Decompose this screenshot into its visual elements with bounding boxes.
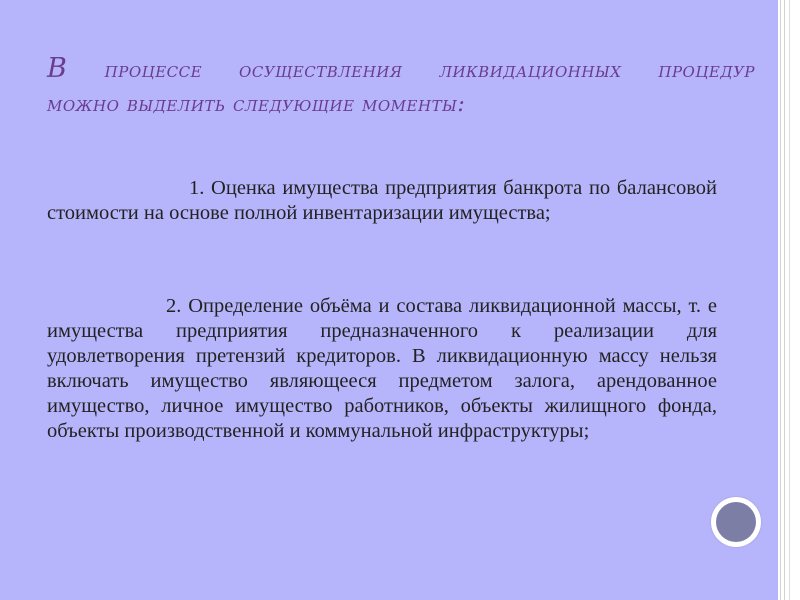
title-line-1-text: процессе осуществления ликвидационных процедур [104, 58, 756, 83]
list-item-1-first-line: 1. Оценка имущества предприятия банкрота по [189, 177, 611, 199]
slide-title [47, 52, 755, 122]
slide-frame-line [789, 0, 790, 600]
list-item-2-first-line: 2. Определение объёма и состава ликвидационной [166, 295, 616, 317]
circle-nav-icon[interactable] [711, 497, 761, 547]
slide-frame-line [780, 0, 781, 600]
title-initial-cap: В [47, 53, 68, 84]
title-line-1 [47, 52, 755, 88]
list-item-2 [47, 294, 717, 444]
nav-button-fill [716, 502, 756, 542]
list-item-1-rest: балансовой стоимости на основе полной инвентаризации имущества; [47, 177, 717, 224]
title-line-2: можно выделить следующие моменты: [47, 92, 466, 117]
list-item-2-rest: массы, т. е имущества предприятия предназначенного к реализации для удовлетворения претензий кредиторов. В ликвидационную массу нельзя включать имущество являющееся предметом залога, арендованное имущество, личное имущество работников, объекты жилищного фонда, объекты производственной и коммунальной инфраструктуры; [47, 295, 718, 442]
list-item-1 [47, 176, 717, 226]
slide-frame-line [784, 0, 785, 600]
